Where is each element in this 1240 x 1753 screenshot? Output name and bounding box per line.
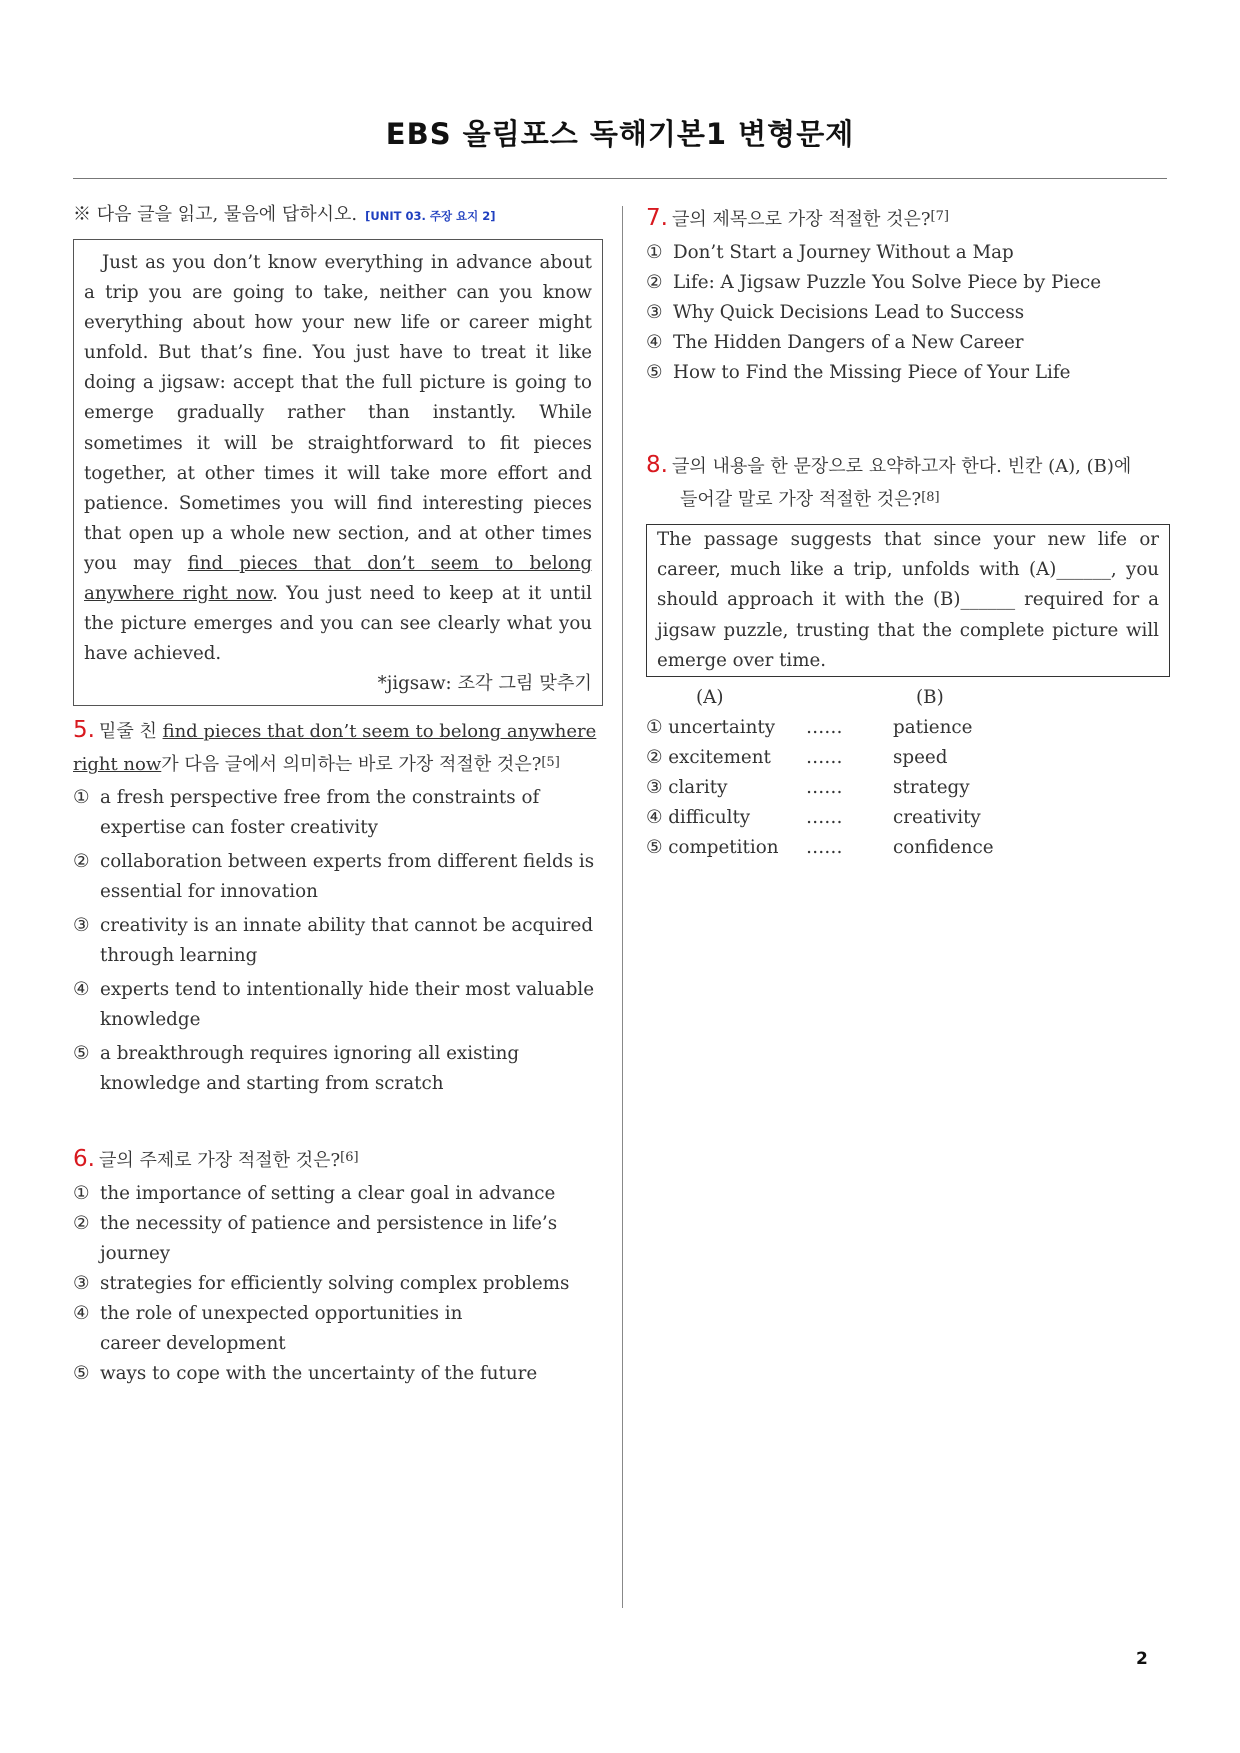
option-symbol: ② xyxy=(73,851,90,873)
question-8-line-1: 글의 내용을 한 문장으로 요약하고자 한다. 빈칸 (A), (B)에 xyxy=(671,456,1132,477)
option-text: a fresh perspective free from the constraints of expertise can foster creativity xyxy=(100,787,540,839)
option-dots: …… xyxy=(806,777,843,799)
q6-option-1[interactable] xyxy=(73,1179,603,1209)
option-b-text: strategy xyxy=(893,777,970,799)
question-6-answer-ref: [6] xyxy=(340,1150,359,1165)
question-5-prefix: 밑줄 친 xyxy=(98,721,163,743)
question-5-underlined: find pieces that don’t seem to belong anywhere right now xyxy=(73,721,597,776)
option-symbol: ① xyxy=(646,717,663,739)
option-symbol: ① xyxy=(73,787,90,809)
question-8-number: 8. xyxy=(646,452,668,478)
column-a-label: (A) xyxy=(696,687,724,709)
option-a xyxy=(646,713,806,743)
option-symbol: ⑤ xyxy=(73,1363,90,1384)
q8-option-1[interactable] xyxy=(646,713,1170,743)
q6-option-2[interactable] xyxy=(73,1209,603,1269)
question-5 xyxy=(73,714,603,1099)
option-text: ways to cope with the uncertainty of the future xyxy=(100,1363,538,1384)
passage-underlined-phrase: find pieces that don’t seem to belong anywhere right now xyxy=(84,552,592,605)
option-b-text: confidence xyxy=(893,837,994,859)
option-symbol: ② xyxy=(646,272,663,293)
option-text: creativity is an innate ability that cannot be acquired through learning xyxy=(100,915,594,967)
option-symbol: ④ xyxy=(73,979,90,1001)
right-column xyxy=(646,202,1170,859)
passage-footnote: *jigsaw: 조각 그림 맞추기 xyxy=(377,673,592,695)
option-b-text: speed xyxy=(893,747,948,769)
option-dots: …… xyxy=(806,717,843,739)
option-dots: …… xyxy=(806,837,843,859)
question-7-stem xyxy=(646,202,1170,236)
q6-option-5[interactable] xyxy=(73,1359,603,1389)
question-5-stem xyxy=(73,714,603,781)
q7-option-5[interactable] xyxy=(646,358,1170,388)
header-spacer xyxy=(806,683,893,713)
option-text: the importance of setting a clear goal in advance xyxy=(100,1183,556,1204)
title-divider xyxy=(73,178,1167,179)
question-8 xyxy=(646,449,1170,863)
option-symbol: ⑤ xyxy=(73,1043,90,1065)
option-a-text: difficulty xyxy=(668,807,751,829)
q5-option-1[interactable] xyxy=(73,783,603,843)
option-dots: …… xyxy=(806,807,843,829)
page-number: 2 xyxy=(1136,1649,1148,1669)
left-column xyxy=(73,202,603,1384)
option-symbol: ③ xyxy=(73,1273,90,1294)
option-a xyxy=(646,743,806,773)
option-a xyxy=(646,773,806,803)
column-divider xyxy=(622,206,623,1608)
option-a-text: excitement xyxy=(668,747,771,769)
question-7 xyxy=(646,202,1170,388)
option-text: How to Find the Missing Piece of Your Life xyxy=(673,362,1071,383)
option-text: Life: A Jigsaw Puzzle You Solve Piece by Piece xyxy=(673,272,1102,293)
instruction xyxy=(73,202,603,229)
question-5-number: 5. xyxy=(73,717,95,744)
option-a-text: competition xyxy=(668,837,779,859)
question-8-answer-ref: [8] xyxy=(921,490,940,505)
option-symbol: ① xyxy=(646,242,663,263)
q5-option-2[interactable] xyxy=(73,847,603,907)
option-text: strategies for efficiently solving complex problems xyxy=(100,1273,570,1294)
q8-option-5[interactable] xyxy=(646,833,1170,863)
question-8-line-2: 들어갈 말로 가장 적절한 것은? xyxy=(680,489,922,510)
option-text: a breakthrough requires ignoring all existing knowledge and starting from scratch xyxy=(100,1043,520,1095)
q7-option-1[interactable] xyxy=(646,238,1170,268)
passage-text-after: . You just need to keep at it until the picture emerges and you can see clearly what you have achieved. xyxy=(84,583,592,665)
option-symbol: ④ xyxy=(73,1303,90,1324)
option-text: Don’t Start a Journey Without a Map xyxy=(673,242,1014,263)
option-b-text: patience xyxy=(893,717,973,739)
question-7-text: 글의 제목으로 가장 적절한 것은? xyxy=(671,209,931,230)
option-symbol: ④ xyxy=(646,332,663,353)
question-6 xyxy=(73,1143,603,1389)
option-symbol: ③ xyxy=(646,302,663,323)
option-symbol: ② xyxy=(646,747,663,769)
q5-option-3[interactable] xyxy=(73,911,603,971)
option-text: experts tend to intentionally hide their most valuable knowledge xyxy=(100,979,595,1031)
option-symbol: ③ xyxy=(73,915,90,937)
q7-option-4[interactable] xyxy=(646,328,1170,358)
option-symbol: ⑤ xyxy=(646,362,663,383)
question-5-answer-ref: [5] xyxy=(541,755,560,771)
passage-text xyxy=(84,248,592,669)
q6-option-4[interactable] xyxy=(73,1299,603,1359)
q8-option-3[interactable] xyxy=(646,773,1170,803)
instruction-text: ※ 다음 글을 읽고, 물음에 답하시오. xyxy=(73,204,358,225)
reading-passage xyxy=(73,239,603,706)
option-text: The Hidden Dangers of a New Career xyxy=(673,332,1024,353)
question-6-number: 6. xyxy=(73,1146,95,1172)
q7-option-2[interactable] xyxy=(646,268,1170,298)
q8-option-2[interactable] xyxy=(646,743,1170,773)
q6-option-3[interactable] xyxy=(73,1269,603,1299)
option-symbol: ④ xyxy=(646,807,663,829)
question-8-stem xyxy=(646,449,1170,483)
question-7-number: 7. xyxy=(646,205,668,231)
option-a xyxy=(646,803,806,833)
question-6-text: 글의 주제로 가장 적절한 것은? xyxy=(98,1150,341,1171)
question-8-stem-line-2 xyxy=(646,483,1170,516)
answer-table-header xyxy=(646,683,1170,713)
option-a-text: clarity xyxy=(668,777,728,799)
option-symbol: ① xyxy=(73,1183,90,1204)
question-6-stem xyxy=(73,1143,603,1177)
option-text: the necessity of patience and persistence in life’s journey xyxy=(100,1213,558,1264)
q5-option-5[interactable] xyxy=(73,1039,603,1099)
option-text: collaboration between experts from different fields is essential for innovation xyxy=(100,851,595,903)
option-a xyxy=(646,833,806,863)
q8-option-4[interactable] xyxy=(646,803,1170,833)
question-5-suffix: 가 다음 글에서 의미하는 바로 가장 적절한 것은? xyxy=(161,754,542,776)
option-dots: …… xyxy=(806,747,843,769)
option-symbol: ③ xyxy=(646,777,663,799)
q5-option-4[interactable] xyxy=(73,975,603,1035)
q7-option-3[interactable] xyxy=(646,298,1170,328)
option-symbol: ⑤ xyxy=(646,837,663,859)
option-b-text: creativity xyxy=(893,807,981,829)
option-text: the role of unexpected opportunities in career development xyxy=(100,1303,463,1354)
question-7-answer-ref: [7] xyxy=(930,209,949,224)
column-b-label: (B) xyxy=(916,687,944,709)
option-a-text: uncertainty xyxy=(668,717,776,739)
passage-text-before: Just as you don’t know everything in advance about a trip you are going to take, neither can you know everything about how your new life or career might unfold. But that’s fine. You just have to treat it like doing a jigsaw: accept that the full picture is going to emerge gradually rather than instantly. While sometimes it will be straightforward to fit pieces together, at other times it will take more effort and patience. Sometimes you will find interesting pieces that open up a whole new section, and at other times you may xyxy=(84,252,592,574)
page-title: EBS 올림포스 독해기본1 변형문제 xyxy=(385,117,855,151)
option-symbol: ② xyxy=(73,1213,90,1234)
unit-label: [UNIT 03. 주장 요지 2] xyxy=(365,209,496,223)
option-text: Why Quick Decisions Lead to Success xyxy=(673,302,1025,323)
summary-box: The passage suggests that since your new life or career, much like a trip, unfolds with (A)______, you should approach it with the (B)______ required for a jigsaw puzzle, trusting that the complete picture will emerge over time. xyxy=(646,524,1170,677)
